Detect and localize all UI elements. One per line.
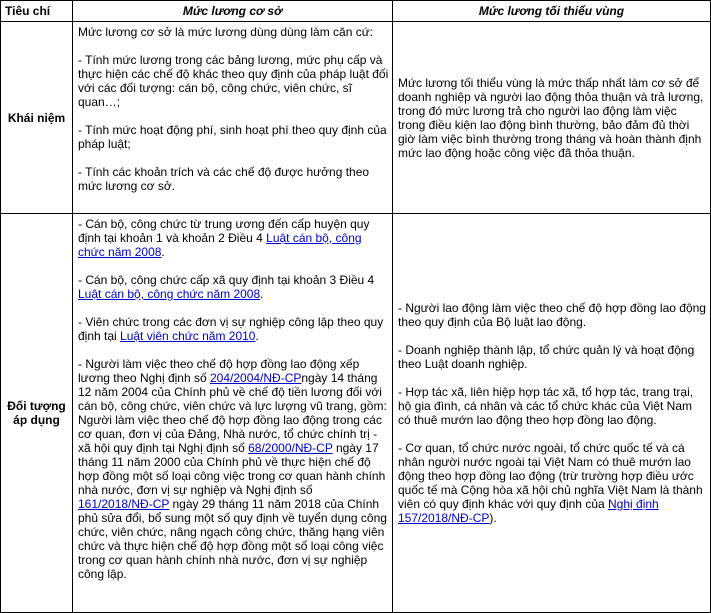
- cell-paragraph: [398, 385, 707, 427]
- cell-paragraph: [78, 217, 389, 259]
- cell-text: ngày 17 tháng 11 năm 2000 của Chính phủ về thực hiện chế độ hợp đồng một số loại công việc trong cơ quan hành chính nhà nước, đơn vị sự nghiệp và Nghị định số: [78, 441, 386, 497]
- cell-text: - Viên chức trong các đơn vị sự nghiệp công lập theo quy định tại: [78, 315, 384, 343]
- cell-text: - Cán bộ, công chức cấp xã quy định tại khoản 3 Điều 4: [78, 273, 375, 287]
- header-row: [1, 1, 711, 22]
- law-link[interactable]: Luật cán bộ, công chức năm 2008: [78, 231, 362, 259]
- criterion-label: Khái niệm: [1, 22, 73, 214]
- definition-regional-minimum-wage-cell: [393, 22, 711, 214]
- law-link[interactable]: Luật cán bộ, công chức năm 2008: [78, 287, 261, 301]
- law-link[interactable]: 204/2004/NĐ-CP: [209, 371, 302, 385]
- cell-text: - Tính mức lương trong các bảng lương, mức phụ cấp và thực hiện các chế độ khác theo quy định của pháp luật đối với các đối tượng: cán bộ, công chức, viên chức, sĩ quan…;: [78, 53, 389, 109]
- cell-paragraph: [398, 76, 707, 160]
- criterion-label: Đối tượng áp dụng: [1, 214, 73, 613]
- header-criteria: Tiêu chí: [1, 1, 73, 22]
- cell-paragraph: [398, 441, 707, 525]
- law-link[interactable]: 161/2018/NĐ-CP: [78, 497, 170, 511]
- header-regional-minimum-wage: Mức lương tối thiểu vùng: [393, 1, 711, 22]
- cell-paragraph: [78, 315, 389, 343]
- cell-paragraph: [398, 343, 707, 371]
- cell-paragraph: [398, 301, 707, 329]
- cell-paragraph: [78, 25, 389, 39]
- cell-text: .: [255, 329, 259, 343]
- cell-text: - Tính các khoản trích và các chế độ được hưởng theo mức lương cơ sở.: [78, 165, 370, 193]
- cell-text: - Người lao động làm việc theo chế độ hợp đồng lao động theo quy định của Bộ luật lao động.: [398, 301, 706, 329]
- header-base-salary: Mức lương cơ sở: [73, 1, 393, 22]
- cell-text: ngày 29 tháng 11 năm 2018 của Chính phủ sửa đổi, bổ sung một số quy định về tuyển dụng công chức, viên chức, nâng ngạch công chức, thăng hạng viên chức và thực hiện chế độ hợp đồng một số loại công việc trong cơ quan hành chính nhà nước, đơn vị sự nghiệp công lập.: [78, 497, 387, 581]
- cell-paragraph: [78, 357, 389, 581]
- cell-text: - Cán bộ, công chức từ trung ương đến cấp huyện quy định tại khoản 1 và khoản 2 Điều 4: [78, 217, 370, 245]
- cell-text: - Tính mức hoạt động phí, sinh hoạt phí theo quy định của pháp luật;: [78, 123, 387, 151]
- cell-text: - Cơ quan, tổ chức nước ngoài, tổ chức quốc tế và cá nhân người nước ngoài tại Việt Nam có thuê mướn lao động theo hợp đồng lao động (trừ trường hợp điều ước quốc tế mà Cộng hòa xã hội chủ nghĩa Việt Nam là thành viên có quy định khác với quy định của: [398, 441, 703, 511]
- cell-text: - Hợp tác xã, liên hiệp hợp tác xã, tổ hợp tác, trang trại, hộ gia đình, cá nhân và các tổ chức khác của Việt Nam có thuê mướn lao động theo hợp đồng lao động.: [398, 385, 694, 427]
- cell-text: ngày 14 tháng 12 năm 2004 của Chính phủ về chế độ tiền lương đối với cán bộ, công chức, viên chức và lực lượng vũ trang, gồm: Người làm việc theo chế độ hợp đồng lao động trong các cơ quan, đơn vị của Đảng, Nhà nước, tổ chức chính trị - xã hội quy định tại Nghị định số: [78, 371, 387, 455]
- cell-paragraph: [78, 53, 389, 109]
- table-row: [1, 22, 711, 214]
- cell-text: - Người làm việc theo chế độ hợp đồng lao động xếp lương theo Nghị định số: [78, 357, 360, 385]
- cell-text: ).: [489, 511, 497, 525]
- cell-paragraph: [78, 123, 389, 151]
- cell-text: - Doanh nghiệp thành lập, tổ chức quản lý và hoạt động theo Luật doanh nghiệp.: [398, 343, 695, 371]
- cell-text: .: [260, 287, 264, 301]
- cell-text: Mức lương cơ sở là mức lương dùng dùng làm căn cứ:: [78, 25, 374, 39]
- cell-paragraph: [78, 273, 389, 301]
- scope-regional-minimum-wage-cell: [393, 214, 711, 613]
- cell-text: .: [161, 245, 165, 259]
- scope-base-salary-cell: [73, 214, 393, 613]
- law-link[interactable]: Luật viên chức năm 2010: [120, 329, 256, 343]
- cell-text: Mức lương tối thiểu vùng là mức thấp nhất làm cơ sở để doanh nghiệp và người lao động thỏa thuận và trả lương, trong đó mức lương trả cho người lao động làm việc trong điều kiện lao động bình thường, bảo đảm đủ thời giờ làm việc bình thường trong tháng và hoàn thành định mức lao động hoặc công việc đã thỏa thuận.: [398, 75, 704, 160]
- law-link[interactable]: 68/2000/NĐ-CP: [248, 441, 333, 455]
- cell-paragraph: [78, 165, 389, 193]
- law-link[interactable]: Nghị định 157/2018/NĐ-CP: [398, 497, 659, 525]
- table-row: [1, 214, 711, 613]
- definition-base-salary-cell: [73, 22, 393, 214]
